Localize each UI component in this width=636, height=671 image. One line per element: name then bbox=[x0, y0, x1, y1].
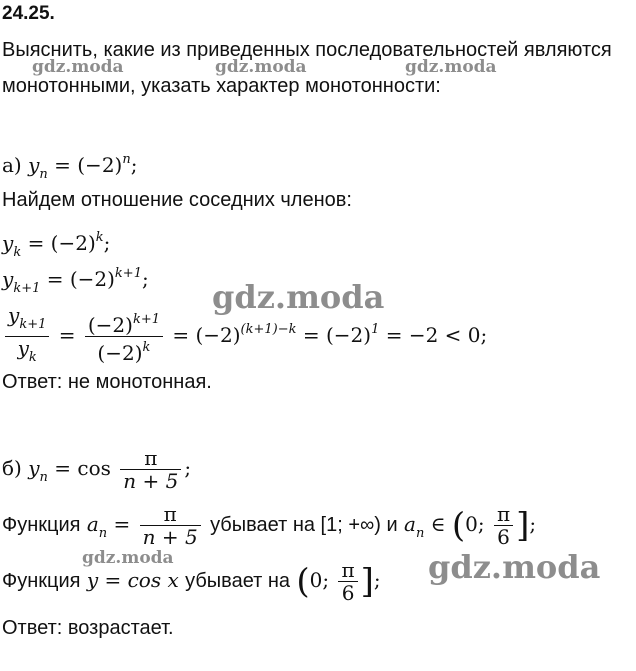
ratio-fraction-2: $\frac{(-2)^{k+1}}{(-2)^k}$ bbox=[85, 309, 163, 364]
problem-statement-line-2: монотонными, указать характер монотонности: bbox=[2, 75, 441, 97]
watermark: gdz.moda bbox=[405, 57, 497, 77]
watermark: gdz.moda bbox=[212, 278, 385, 316]
part-a-intro: Найдем отношение соседних членов: bbox=[2, 189, 352, 211]
part-a-formula: а) $y_n = (-2)^n$; bbox=[2, 152, 138, 182]
answer-text: возрастает. bbox=[67, 617, 174, 639]
part-b-label: б) bbox=[2, 456, 22, 480]
problem-number: 24.25. bbox=[2, 3, 55, 24]
func-1-fraction: $\frac{\pi}{n + 5}$ bbox=[140, 503, 201, 548]
problem-statement-line-1: Выяснить, какие из приведенных последовательностей являются bbox=[2, 39, 612, 61]
part-b-answer bbox=[2, 616, 174, 640]
part-b-fraction: $\frac{\pi}{n + 5}$ bbox=[120, 447, 181, 492]
part-a-ratio: $\frac{y_{k+1}}{y_k}$ = $\frac{(-2)^{k+1}}{(-2)^k}$ = $(-2)^{(k+1)-k} = (-2)^1 = -2 < 0$; bbox=[2, 304, 487, 369]
interval-fraction-1: $\frac{\pi}{6}$ bbox=[494, 503, 513, 548]
watermark: gdz.moda bbox=[82, 548, 174, 568]
watermark: gdz.moda bbox=[215, 57, 307, 77]
part-a-yk1: $y_{k+1} = (-2)^{k+1}$; bbox=[2, 266, 149, 296]
part-b-func-1: Функция $a_n$ = $\frac{\pi}{n + 5}$ убывает на [1; +∞) и $a_n$ ∈ (0; $\frac{\pi}{6}$ ]; bbox=[2, 502, 537, 549]
watermark: gdz.moda bbox=[428, 548, 601, 586]
part-a-answer bbox=[2, 370, 212, 394]
ratio-fraction-1: $\frac{y_{k+1}}{y_k}$ bbox=[5, 304, 49, 369]
answer-text: не монотонная. bbox=[67, 371, 212, 393]
answer-label: Ответ: bbox=[2, 617, 63, 639]
interval-fraction-2: $\frac{\pi}{6}$ bbox=[338, 559, 357, 604]
part-a-label: а) bbox=[2, 153, 22, 177]
part-b-func-2: Функция y = cos x убывает на (0; $\frac{\pi}{6}$ ]; bbox=[2, 558, 381, 605]
part-a-yk: $y_k = (-2)^k$; bbox=[2, 230, 111, 260]
part-b-formula: б) $y_n = \cos$ $\frac{\pi}{n + 5}$ ; bbox=[2, 446, 192, 493]
answer-label: Ответ: bbox=[2, 371, 63, 393]
watermark: gdz.moda bbox=[32, 57, 124, 77]
